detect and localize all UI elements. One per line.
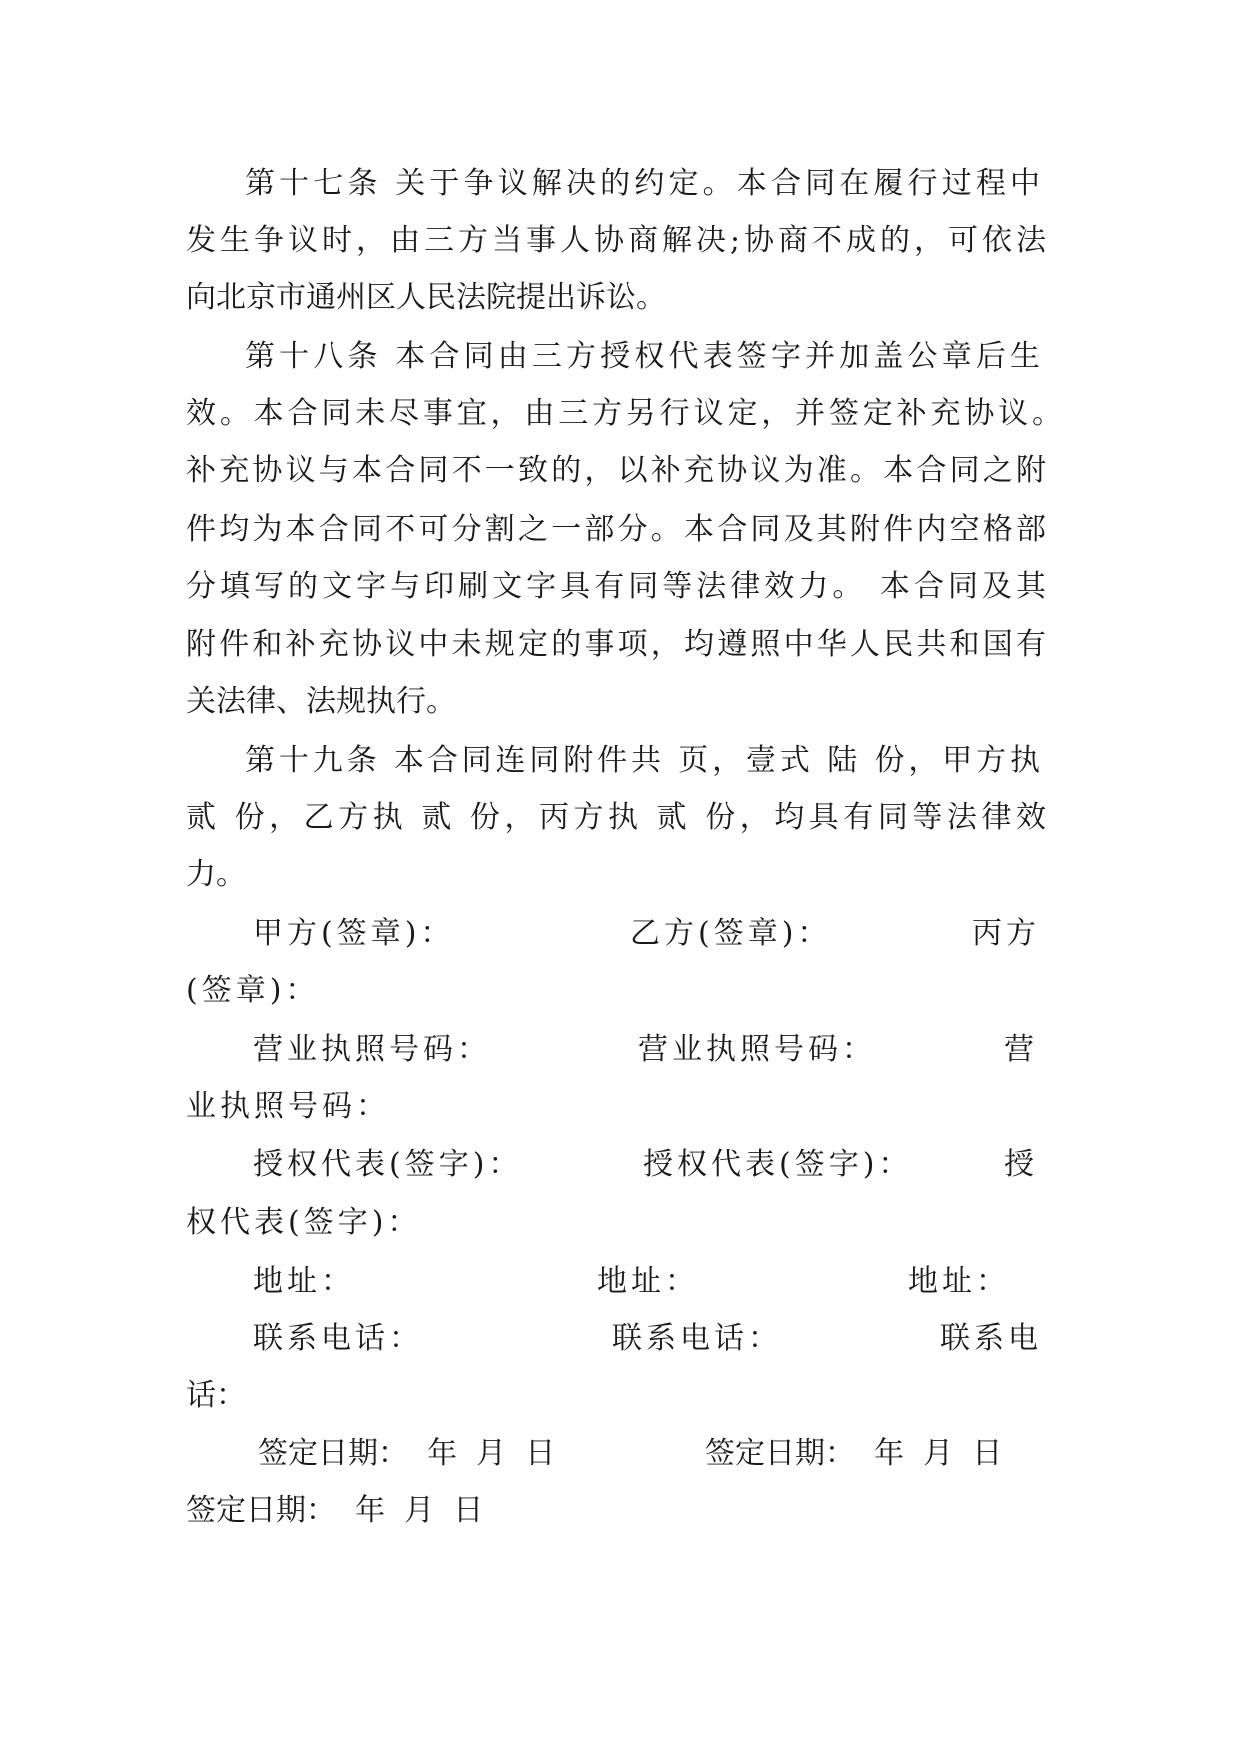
article-18-line-6: 附件和补充协议中未规定的事项，均遵照中华人民共和国有 (186, 627, 1046, 662)
date-a-label: 签定日期： 年 月 日 (258, 1436, 556, 1471)
phone-c-label-part2: 话： (186, 1378, 246, 1413)
phone-b-label: 联系电话： (612, 1321, 782, 1356)
party-c-seal-label-part2: (签章)： (186, 973, 320, 1008)
article-18-line-1: 第十八条 本合同由三方授权代表签字并加盖公章后生 (245, 339, 1040, 374)
article-17-line-1: 第十七条 关于争议解决的约定。本合同在履行过程中 (245, 166, 1040, 201)
article-19-line-3: 力。 (186, 857, 246, 892)
address-c-label: 地址： (908, 1264, 1010, 1299)
rep-a-label: 授权代表(签字)： (253, 1147, 523, 1182)
rep-b-label: 授权代表(签字)： (643, 1147, 913, 1182)
article-19-line-1: 第十九条 本合同连同附件共 页，壹式 陆 份，甲方执 (245, 743, 1040, 778)
license-b-label: 营业执照号码： (638, 1032, 876, 1067)
article-18-line-7: 关法律、法规执行。 (186, 684, 456, 719)
party-a-seal-label: 甲方(签章)： (253, 916, 455, 951)
article-19-line-2: 贰 份，乙方执 贰 份，丙方执 贰 份，均具有同等法律效 (186, 800, 1046, 835)
license-c-label-part2: 业执照号码： (186, 1089, 390, 1124)
article-17-line-2: 发生争议时，由三方当事人协商解决;协商不成的，可依法 (186, 223, 1046, 258)
article-18-line-4: 件均为本合同不可分割之一部分。本合同及其附件内空格部 (186, 512, 1046, 547)
date-c-label: 签定日期： 年 月 日 (186, 1493, 484, 1528)
address-a-label: 地址： (253, 1264, 355, 1299)
party-b-seal-label: 乙方(签章)： (630, 916, 832, 951)
address-b-label: 地址： (597, 1264, 699, 1299)
article-18-line-5: 分填写的文字与印刷文字具有同等法律效力。 本合同及其 (186, 569, 1046, 604)
phone-a-label: 联系电话： (253, 1321, 423, 1356)
date-b-label: 签定日期： 年 月 日 (705, 1436, 1003, 1471)
article-18-line-2: 效。本合同未尽事宜，由三方另行议定，并签定补充协议。 (186, 396, 1062, 431)
rep-c-label-part2: 权代表(签字)： (186, 1205, 422, 1240)
phone-c-label-part1: 联系电 (940, 1321, 1042, 1356)
article-18-line-3: 补充协议与本合同不一致的，以补充协议为准。本合同之附 (186, 453, 1046, 488)
article-17-line-3: 向北京市通州区人民法院提出诉讼。 (186, 280, 666, 315)
party-c-seal-label-part1: 丙方 (972, 916, 1040, 951)
license-a-label: 营业执照号码： (253, 1032, 491, 1067)
rep-c-label-part1: 授 (1004, 1147, 1034, 1182)
license-c-label-part1: 营 (1004, 1032, 1034, 1067)
